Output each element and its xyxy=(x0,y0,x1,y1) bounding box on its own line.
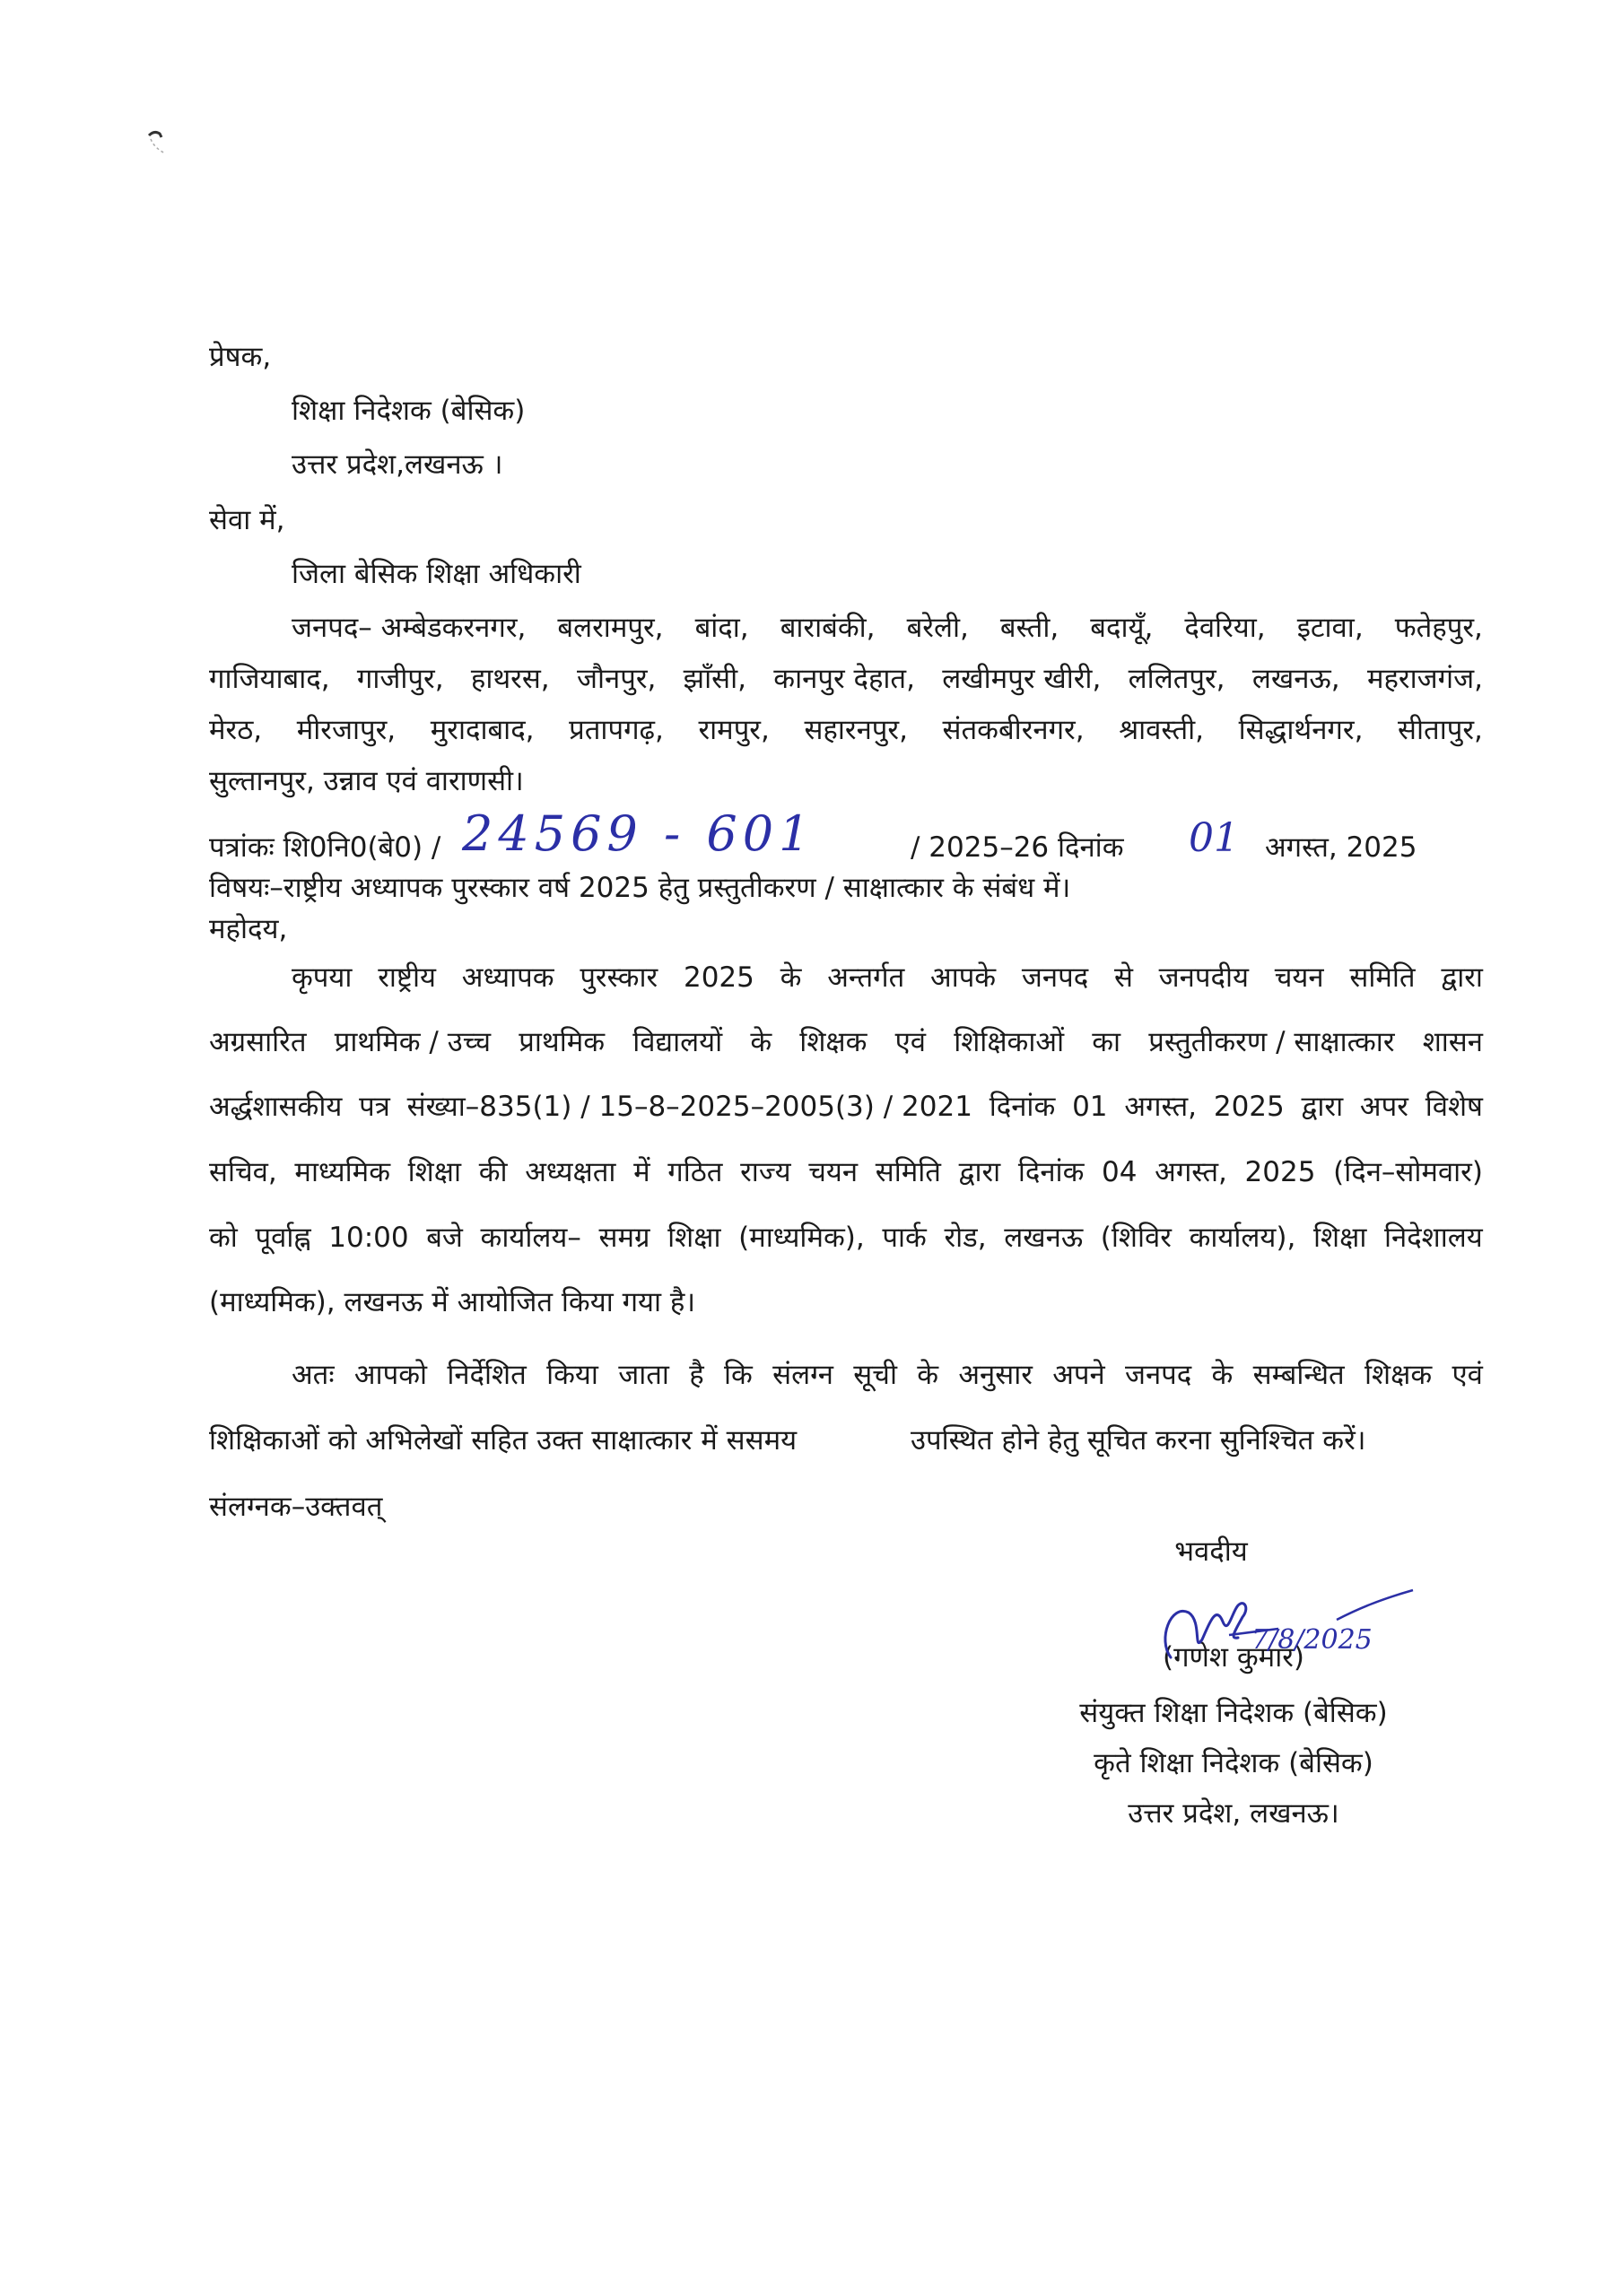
enclosure-note: संलग्नक–उक्तवत् xyxy=(209,1491,383,1523)
sender-designation: शिक्षा निदेशक (बेसिक) xyxy=(292,395,526,427)
word: शिक्षक xyxy=(799,1026,868,1058)
body-line-last: (माध्यमिक), लखनऊ में आयोजित किया गया है। xyxy=(209,1286,696,1318)
handwritten-day: 01 xyxy=(1189,815,1239,861)
word: सूची xyxy=(853,1359,897,1391)
word: पूर्वाह्न xyxy=(255,1222,311,1254)
word: सचिव, xyxy=(209,1156,277,1188)
word: समिति xyxy=(875,1156,941,1188)
body-line xyxy=(209,1154,1483,1190)
word: 2025 xyxy=(1244,1156,1316,1188)
word: गठित xyxy=(667,1156,723,1188)
word: निर्देशित xyxy=(447,1359,527,1391)
word: द्वारा xyxy=(1441,961,1483,994)
word: प्राथमिक / उच्च xyxy=(334,1026,492,1058)
signer-address: उत्तर प्रदेश, लखनऊ। xyxy=(1128,1797,1339,1830)
word: में xyxy=(633,1156,650,1188)
word: अपर xyxy=(1359,1091,1408,1123)
word: कार्यालय– xyxy=(480,1222,581,1254)
signature-date-text: 7/8/2025 xyxy=(1251,1624,1373,1656)
district: सिद्धार्थनगर, xyxy=(1238,714,1364,746)
word: शिक्षा xyxy=(1312,1222,1367,1254)
word: के xyxy=(917,1359,939,1391)
word: रोड, xyxy=(944,1222,987,1254)
word: प्राथमिक xyxy=(519,1026,606,1058)
word: अध्यक्षता xyxy=(525,1156,616,1188)
word: शासन xyxy=(1422,1026,1483,1058)
salutation: महोदय, xyxy=(209,913,288,945)
body-line xyxy=(209,1089,1483,1125)
word: 10:00 xyxy=(328,1222,409,1254)
district: ललितपुर, xyxy=(1128,663,1225,695)
district: महराजगंज, xyxy=(1366,663,1483,695)
valediction: भवदीय xyxy=(1174,1535,1248,1568)
signer-designation: संयुक्त शिक्षा निदेशक (बेसिक) xyxy=(1079,1697,1388,1729)
district: बांदा, xyxy=(694,612,749,644)
district-line-last: सुल्तानपुर, उन्नाव एवं वाराणसी। xyxy=(209,765,524,797)
district-line xyxy=(209,712,1483,748)
word: जाता xyxy=(618,1359,669,1391)
district: फतेहपुर, xyxy=(1394,612,1483,644)
district: देवरिया, xyxy=(1184,612,1266,644)
word: अगस्त, xyxy=(1155,1156,1227,1188)
word: राष्ट्रीय xyxy=(378,961,437,994)
word: संलग्न xyxy=(772,1359,834,1391)
word: है xyxy=(689,1359,704,1391)
word: आपको xyxy=(353,1359,428,1391)
sender-address: उत्तर प्रदेश,लखनऊ । xyxy=(292,448,503,481)
signer-name: (गणेश कुमार) xyxy=(1162,1641,1305,1674)
body-line-part: शिक्षिकाओं को अभिलेखों सहित उक्त साक्षात्कार में ससमय xyxy=(209,1424,798,1457)
word: 2025 xyxy=(1213,1091,1285,1123)
word: (दिन–सोमवार) xyxy=(1333,1156,1483,1188)
word: संख्या–835(1) / 15–8–2025–2005(3) / 2021 xyxy=(406,1091,972,1123)
word: 01 xyxy=(1072,1091,1108,1123)
word: (शिविर xyxy=(1100,1222,1172,1254)
district: झाँसी, xyxy=(683,663,746,695)
word: समग्र xyxy=(598,1222,650,1254)
word: की xyxy=(478,1156,508,1188)
word: चयन xyxy=(1274,961,1324,994)
subject-line: विषयः–राष्ट्रीय अध्यापक पुरस्कार वर्ष 2025 हेतु प्रस्तुतीकरण / साक्षात्कार के संबंध में। xyxy=(209,872,1071,904)
district: गाजियाबाद, xyxy=(209,663,330,695)
district: सहारनपुर, xyxy=(804,714,908,746)
district: बस्ती, xyxy=(999,612,1059,644)
body-line xyxy=(292,1357,1483,1393)
word: पत्र xyxy=(359,1091,390,1123)
word: सम्बन्धित xyxy=(1252,1359,1345,1391)
word: के xyxy=(750,1026,772,1058)
word: जनपदीय xyxy=(1158,961,1249,994)
word: (माध्यमिक), xyxy=(738,1222,865,1254)
word: अर्द्धशासकीय xyxy=(209,1091,343,1123)
word: आपके xyxy=(930,961,997,994)
word: एवं xyxy=(894,1026,927,1058)
word: शिक्षा xyxy=(407,1156,462,1188)
district: बदायूँ, xyxy=(1090,612,1154,644)
district: कानपुर देहात, xyxy=(773,663,915,695)
word: को xyxy=(209,1222,238,1254)
word: जनपद xyxy=(1124,1359,1192,1391)
district-line xyxy=(292,610,1483,646)
district: रामपुर, xyxy=(698,714,770,746)
word: किया xyxy=(546,1359,598,1391)
word: कि xyxy=(724,1359,753,1391)
body-line xyxy=(292,960,1483,996)
word: अपने xyxy=(1052,1359,1105,1391)
district: मुरादाबाद, xyxy=(430,714,535,746)
word: कृपया xyxy=(292,961,353,994)
word: 04 xyxy=(1102,1156,1138,1188)
word: 2025 xyxy=(683,961,754,994)
district: इटावा, xyxy=(1296,612,1364,644)
word: जनपद xyxy=(1021,961,1089,994)
word: बजे xyxy=(426,1222,463,1254)
word: द्वारा xyxy=(1301,1091,1344,1123)
word: अगस्त, xyxy=(1124,1091,1198,1123)
word: दिनांक xyxy=(1017,1156,1085,1188)
word: अध्यापक xyxy=(461,961,554,994)
district: हाथरस, xyxy=(470,663,550,695)
word: विद्यालयों xyxy=(632,1026,723,1058)
signer-on-behalf: कृते शिक्षा निदेशक (बेसिक) xyxy=(1094,1747,1373,1779)
handwritten-signature xyxy=(1153,1586,1422,1684)
sender-label: प्रेषक, xyxy=(209,341,272,373)
word: दिनांक xyxy=(989,1091,1056,1123)
word: निदेशालय xyxy=(1383,1222,1483,1254)
word: माध्यमिक xyxy=(294,1156,390,1188)
word: शिक्षिकाओं xyxy=(954,1026,1065,1058)
body-line xyxy=(209,1220,1483,1256)
district: जौनपुर, xyxy=(576,663,657,695)
district: संतकबीरनगर, xyxy=(942,714,1085,746)
recipient-designation: जिला बेसिक शिक्षा अधिकारी xyxy=(292,558,581,590)
word: के xyxy=(1211,1359,1234,1391)
word: अग्रसारित xyxy=(209,1026,307,1058)
district: गाजीपुर, xyxy=(356,663,444,695)
district: बरेली, xyxy=(906,612,969,644)
word: पार्क xyxy=(882,1222,927,1254)
word: से xyxy=(1113,961,1133,994)
word: राज्य xyxy=(740,1156,791,1188)
word: समिति xyxy=(1349,961,1416,994)
handwritten-reference-number: 24569 - 601 xyxy=(462,805,815,862)
word: विशेष xyxy=(1425,1091,1483,1123)
body-line-part: उपस्थित होने हेतु सूचित करना सुनिश्चित करें। xyxy=(911,1424,1366,1457)
district: लखीमपुर खीरी, xyxy=(942,663,1102,695)
district: मेरठ, xyxy=(209,714,263,746)
district: बलरामपुर, xyxy=(557,612,664,644)
word: के xyxy=(780,961,802,994)
district: जनपद– अम्बेडकरनगर, xyxy=(292,612,527,644)
word: पुरस्कार xyxy=(580,961,658,994)
district: श्रावस्ती, xyxy=(1119,714,1205,746)
body-line xyxy=(209,1024,1483,1060)
word: अन्तर्गत xyxy=(827,961,905,994)
word: द्वारा xyxy=(958,1156,1001,1188)
word: लखनऊ xyxy=(1004,1222,1084,1254)
reference-month-year: अगस्त, 2025 xyxy=(1265,831,1417,864)
word: शिक्षा xyxy=(667,1222,721,1254)
word: अनुसार xyxy=(958,1359,1033,1391)
word: एवं xyxy=(1452,1359,1483,1391)
district: मीरजापुर, xyxy=(296,714,397,746)
scan-smudge-mark xyxy=(142,130,174,157)
district-line xyxy=(209,661,1483,697)
word: शिक्षक xyxy=(1365,1359,1433,1391)
word: चयन xyxy=(808,1156,859,1188)
district: बाराबंकी, xyxy=(780,612,876,644)
word: अतः xyxy=(292,1359,335,1391)
reference-session: / 2025–26 दिनांक xyxy=(911,831,1124,864)
word: कार्यालय), xyxy=(1189,1222,1296,1254)
reference-prefix: पत्रांकः शि0नि0(बे0) / xyxy=(209,831,441,864)
word: का xyxy=(1092,1026,1121,1058)
district: प्रतापगढ़, xyxy=(569,714,664,746)
word: प्रस्तुतीकरण / साक्षात्कार xyxy=(1148,1026,1395,1058)
district: सीतापुर, xyxy=(1398,714,1483,746)
district: लखनऊ, xyxy=(1251,663,1340,695)
recipient-label: सेवा में, xyxy=(209,504,285,536)
